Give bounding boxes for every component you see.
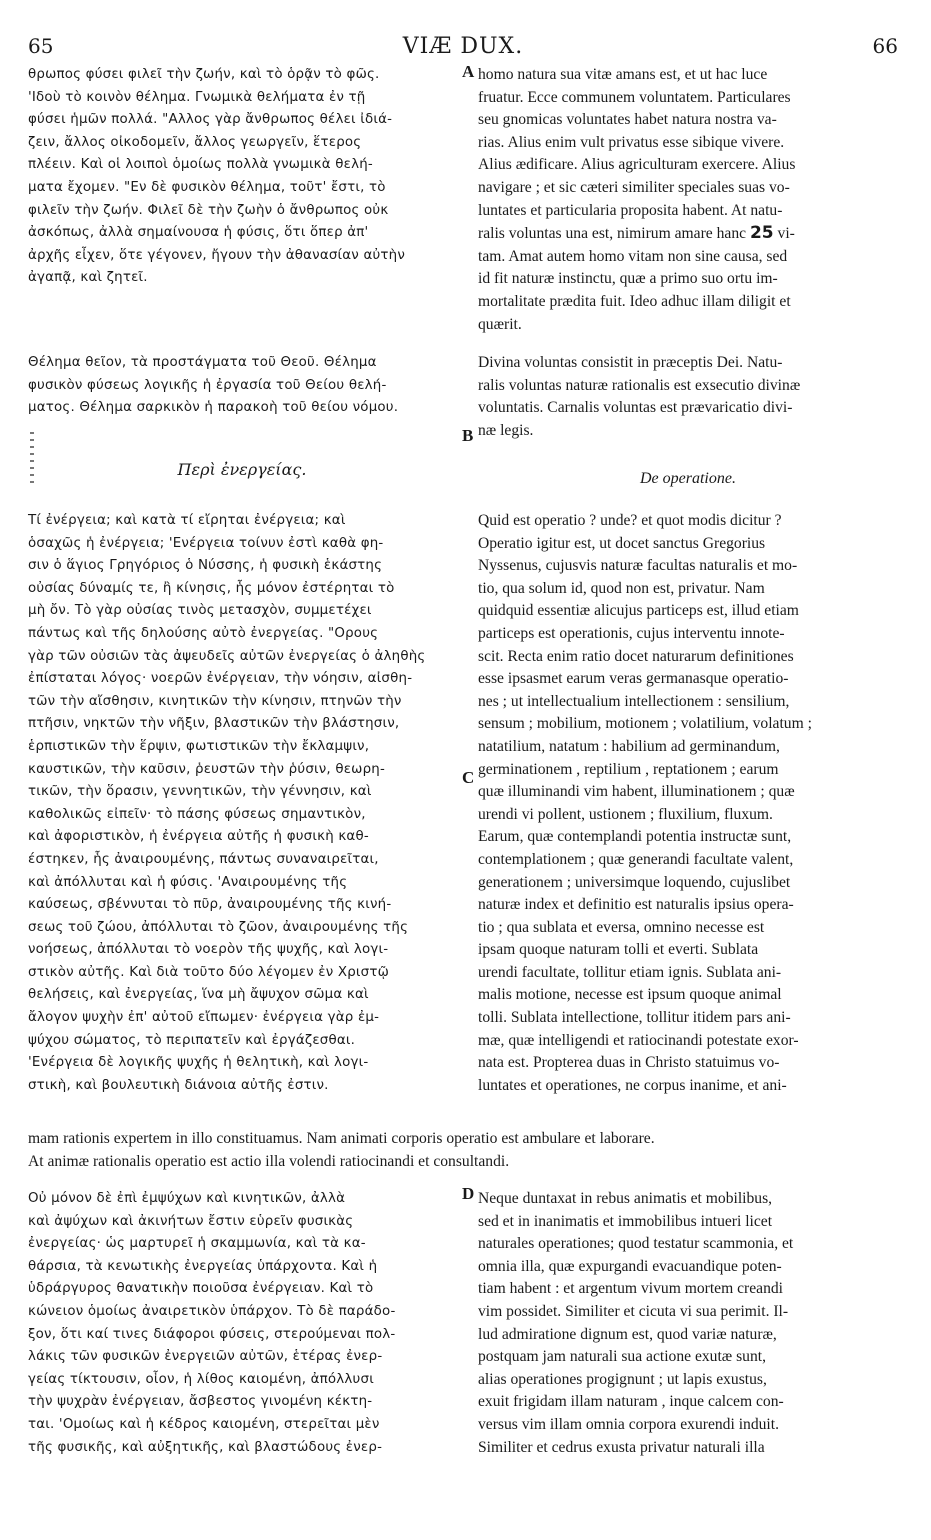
section-marker-a: A <box>462 62 475 81</box>
latin-section-heading: De operatione. <box>640 470 736 487</box>
latin-full-width-line-1: mam rationis expertem in illo constituamus. Nam animati corporis operatio est ambulare et laborare. <box>28 1130 655 1147</box>
latin-paragraph-2: Divina voluntas consistit in præceptis Dei. Natu- ralis voluntas naturæ rationalis est exsecutio divinæ voluntatis. Carnalis voluntas est prævaricatio divi- næ legis. <box>478 354 801 439</box>
page-number-left: 65 <box>28 34 54 58</box>
page-number-right: 66 <box>872 34 898 58</box>
latin-paragraph-1-text-a: homo natura sua vitæ amans est, et ut hac luce fruatur. Ecce communem voluntatem. Particulares seu gnomicas voluntates habet natura nostra va- rias. Alius enim vult privatus esse sibique vivere. Alius ædificare. Alius agriculturam exercere. Alius navigare ; et sic cæteri similiter speciales suas vo- luntates et particularia proposita habent. At natu- ralis voluntas una est, nimirum amare hanc <box>478 66 796 243</box>
section-marker-c: C <box>462 768 475 787</box>
latin-paragraph-3: Quid est operatio ? unde? et quot modis dicitur ? Operatio igitur est, ut docet sanctus Gregorius Nyssenus, cujusvis naturæ facultas naturalis et mo- tio, qua solum id, quod non est, privatur. Nam quidquid essentiæ alicujus particeps est, illud etiam particeps est operationis, cujus interventu innote- scit. Recta enim ratio docet naturarum definitiones esse ipsasmet earum veras germanasque operatio- nes ; ut intellectualium intellectionem : sensilium, sensum ; mobilium, motionem ; volatilium, volatum ; natatilium, natatum : habilium ad germinandum, germinationem , reptilium , reptationem ; earum quæ illuminandi vim habent, illuminationem ; quæ urendi vi pollent, ustionem ; fluxilium, fluxum. Earum, quæ contemplandi potentia instructæ sunt, contemplationem ; quæ generandi facultate valent, generationem ; universimque loquendo, cujuslibet naturæ index et definitio est naturalis ipsius opera- tio ; qua sublata et eversa, omnino necesse est ipsam quoque naturam tolli et everti. Sublata urendi facultate, tollitur etiam ignis. Sublata ani- malis motione, necesse est ipsum quoque animal tolli. Sublata intellectione, tollitur itidem pars ani- mæ, quæ intelligendi et ratiocinandi potestate exor- nata est. Propterea duas in Christo statuimus vo- luntates et operationes, ne corpus inanime, et ani- <box>478 512 812 1094</box>
section-marker-d: D <box>462 1184 475 1203</box>
greek-paragraph-3: Τί ἐνέργεια; καὶ κατὰ τί εἴρηται ἐνέργεια; καὶ ὁσαχῶς ἡ ἐνέργεια; 'Ενέργεια τοίνυν ἐστὶ καθὰ φη- σιν ὁ ἅγιος Γρηγόριος ὁ Νύσσης, ἡ φυσικὴ ἑκάστης οὐσίας δύναμίς τε, ἢ κίνησις, ἧς μόνον ἐστέρηται τὸ μὴ ὄν. Τὸ γὰρ οὐσίας τινὸς μετασχὸν, συμμετέχει πάντως καὶ τῆς δηλούσης αὐτὸ ἐνεργείας. "Ορους γὰρ τῶν οὐσιῶν τὰς ἀψευδεῖς αὐτῶν ἐνεργείας ὁ ἀληθὴς ἐπίσταται λόγος· νοερῶν ἐνέργειαν, τὴν νόησιν, αἰσθη- τῶν τὴν αἴσθησιν, κινητικῶν τὴν κίνησιν, πτηνῶν τὴν πτῆσιν, νηκτῶν τὴν νῆξιν, βλαστικῶν τὴν βλάστησιν, ἑρπιστικῶν τὴν ἕρψιν, φωτιστικῶν τὴν ἔκλαμψιν, καυστικῶν, τὴν καῦσιν, ῥευστῶν τὴν ῥύσιν, θεωρη- τικῶν, τὴν ὅρασιν, γεννητικῶν, τὴν γέννησιν, καὶ καθολικῶς εἰπεῖν· τὸ πάσης φύσεως σημαντικὸν, καὶ ἀφοριστικὸν, ἡ ἐνέργεια αὐτῆς ἡ φυσικὴ καθ- έστηκεν, ἧς ἀναιρουμένης, πάντως συναναιρεῖται, καὶ ἀπόλλυται καὶ ἡ φύσις. 'Αναιρουμένης τῆς καύσεως, σβέννυται τὸ πῦρ, ἀναιρουμένης τῆς κινή- σεως τοῦ ζώου, ἀπόλλυται τὸ ζῶον, ἀναιρουμένης τῆς νοήσεως, ἀπόλλυται τὸ νοερὸν τῆς ψυχῆς, καὶ λογι- στικὸν αὐτῆς. Καὶ διὰ τοῦτο δύο λέγομεν ἐν Χριστῷ θελήσεις, καὶ ἐνεργείας, ἵνα μὴ ἄψυχον σῶμα καὶ ἄλογον ψυχὴν ἐπ' αὐτοῦ εἴπωμεν· ἐνέργεια γὰρ ἐμ- ψύχου σώματος, τὸ περιπατεῖν καὶ ἐργάζεσθαι. 'Ενέργεια δὲ λογικῆς ψυχῆς ἡ θελητικὴ, καὶ λογι- στικὴ, καὶ βουλευτικὴ διάνοια αὐτῆς ἐστιν. <box>28 513 426 1093</box>
greek-section-heading: Περὶ ἐνεργείας. <box>177 460 307 479</box>
greek-paragraph-4: Οὐ μόνον δὲ ἐπὶ ἐμψύχων καὶ κινητικῶν, ἀλλὰ καὶ ἀψύχων καὶ ἀκινήτων ἔστιν εὑρεῖν φυσικὰς ἐνεργείας· ὡς μαρτυρεῖ ἡ σκαμμωνία, καὶ τὰ κα- θάρσια, τὰ κενωτικὴς ἐνεργείας ὑπάρχοντα. Καὶ ἡ ὑδράργυρος θανατικὴν ποιοῦσα ἐνέργειαν. Καὶ τὸ κώνειον ὁμοίως ἀναιρετικὸν ὑπάρχον. Τὸ δὲ παράδο- ξον, ὅτι καί τινες διάφοροι φύσεις, στερούμεναι πολ- λάκις τῶν φυσικῶν ἐνεργειῶν αὐτῶν, ἑτέρας ἐνερ- γείας τίκτουσιν, οἷον, ἡ λίθος καιομένη, ἀπόλλυσι τὴν ψυχρὰν ἐνέργειαν, ἄσβεστος γινομένη κέκτη- ται. 'Ομοίως καὶ ἡ κέδρος καιομένη, στερεῖται μὲν τῆς φυσικῆς, καὶ αὐξητικῆς, καὶ βλαστώδους ἐνερ- <box>28 1191 396 1455</box>
page-header <box>28 34 898 64</box>
greek-paragraph-1: θρωπος φύσει φιλεῖ τὴν ζωήν, καὶ τὸ ὁρᾷν τὸ φῶς. 'Ιδοὺ τὸ κοινὸν θέλημα. Γνωμικὰ θελήματα ἐν τῇ φύσει ἡμῶν πολλά. "Αλλος γὰρ ἄνθρωπος θέλει ἰδιά- ζειν, ἄλλος οἰκοδομεῖν, ἄλλος γεωργεῖν, ἕτερος πλέειν. Καὶ οἱ λοιποὶ ὁμοίως πολλὰ γνωμικὰ θελή- ματα ἔχομεν. "Εν δὲ φυσικὸν θέλημα, τοῦτ' ἔστι, τὸ φιλεῖν τὴν ζωήν. Φιλεῖ δὲ τὴν ζωὴν ὁ ἄνθρωπος οὐκ ἀσκόπως, ἀλλὰ σημαίνουσα ἡ φύσις, ὅτι ὅπερ ἀπ' ἀρχῆς εἶχεν, ὅτε γέγονεν, ἤγουν τὴν ἀθανασίαν αὐτὴν ἀγαπᾷ, καὶ ζητεῖ. <box>28 67 406 286</box>
running-title: VIÆ DUX. <box>402 34 524 59</box>
latin-paragraph-1-text-b: vi- tam. Amat autem homo vitam non sine causa, sed id fit naturæ instinctu, quæ a primo suo ortu im- mortalitate prædita fuit. Ideo adhuc illam diligit et quærit. <box>478 225 795 333</box>
latin-paragraph-4: Neque duntaxat in rebus animatis et mobilibus, sed et in inanimatis et immobilibus intueri licet naturales operationes; quod testatur scammonia, et omnia illa, quæ expurgandi evacuandique poten- tiam habent : et argentum vivum mortem creandi vim possidet. Similiter et cicuta vi sua perimit. Il- lud admiratione dignum est, quod variæ naturæ, postquam jam naturali sua actione exutæ sunt, alias operationes progignunt ; ut lapis exustus, exuit frigidam illam naturam , inque calcem con- versus vim illam omnia corpora exurendi induit. Similiter et cedrus exusta privatur naturali illa <box>478 1190 794 1456</box>
latin-paragraph-1 <box>478 64 898 336</box>
line-number: 25 <box>749 223 774 244</box>
section-marker-b: B <box>462 426 474 445</box>
greek-paragraph-2: Θέλημα θεῖον, τὰ προστάγματα τοῦ Θεοῦ. Θέλημα φυσικὸν φύσεως λογικῆς ἡ ἐργασία τοῦ Θείου θελή- ματος. Θέλημα σαρκικὸν ἡ παρακοὴ τοῦ θείου νόμου. <box>28 355 399 416</box>
latin-full-width-line-2: At animæ rationalis operatio est actio illa volendi ratiocinandi et consultandi. <box>28 1153 510 1170</box>
